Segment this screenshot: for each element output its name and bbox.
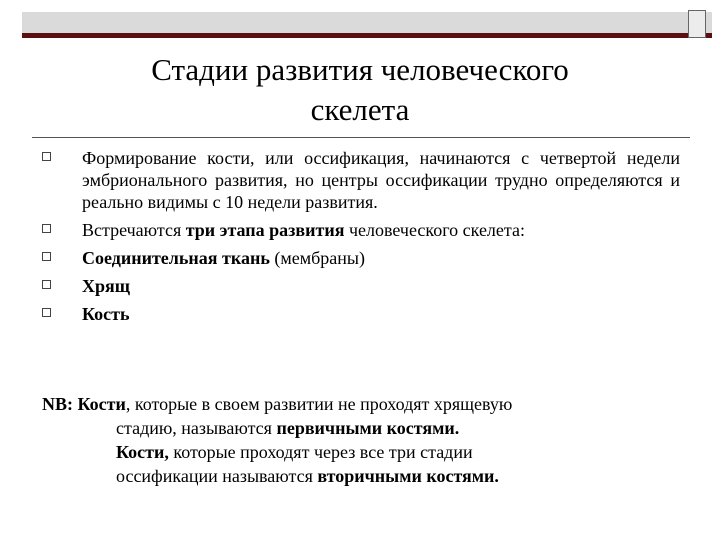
bullet-text-bold: три этапа развития [185, 220, 345, 240]
slide-title-line-1: Стадии развития человеческого [151, 52, 569, 87]
square-bullet-icon [42, 280, 51, 289]
bullet-text-prefix: Встречаются [82, 220, 186, 240]
square-bullet-icon [42, 308, 51, 317]
nb-line-3 [42, 440, 692, 464]
bullet-text-bold: Соединительная ткань [82, 248, 270, 268]
square-bullet-icon [42, 152, 51, 161]
bullet-list [40, 147, 680, 325]
bullet-text-suffix: человеческого скелета: [344, 220, 525, 240]
nb-text: стадию, называются [116, 418, 277, 438]
square-bullet-icon [42, 252, 51, 261]
nb-bold-term: Кости, [116, 442, 169, 462]
bullet-text-bold: Хрящ [82, 276, 130, 296]
nb-bold-term: вторичными костями. [317, 466, 499, 486]
slide-title [60, 50, 660, 130]
bullet-text-bold: Кость [82, 304, 130, 324]
title-divider [32, 137, 690, 138]
nb-label: NB: [42, 394, 73, 414]
nb-text: которые проходят через все три стадии [168, 442, 473, 462]
bullet-item-connective-tissue [40, 247, 680, 269]
bullet-text-suffix: (мембраны) [269, 248, 365, 268]
nb-bold-term: первичными костями. [276, 418, 460, 438]
bullet-item-stages [40, 219, 680, 241]
slide-header-bar [22, 12, 712, 38]
nb-line-2 [42, 416, 692, 440]
nb-note [42, 392, 692, 488]
slide-title-line-2: скелета [310, 92, 410, 127]
nb-line-1 [42, 392, 692, 416]
nb-text: оссификации называются [116, 466, 318, 486]
square-bullet-icon [42, 224, 51, 233]
nb-line-4 [42, 464, 692, 488]
nb-bold-term: Кости [77, 394, 126, 414]
nb-text: , которые в своем развитии не проходят хрящевую [125, 394, 513, 414]
bullet-item-ossification [40, 147, 680, 213]
bullet-text: Формирование кости, или оссификация, начинаются с четвертой недели эмбрионального развития, но центры оссификации трудно определяются и реально видимы с 10 недели развития. [82, 148, 680, 212]
header-corner-box [688, 10, 706, 38]
bullet-item-bone [40, 303, 680, 325]
bullet-item-cartilage [40, 275, 680, 297]
